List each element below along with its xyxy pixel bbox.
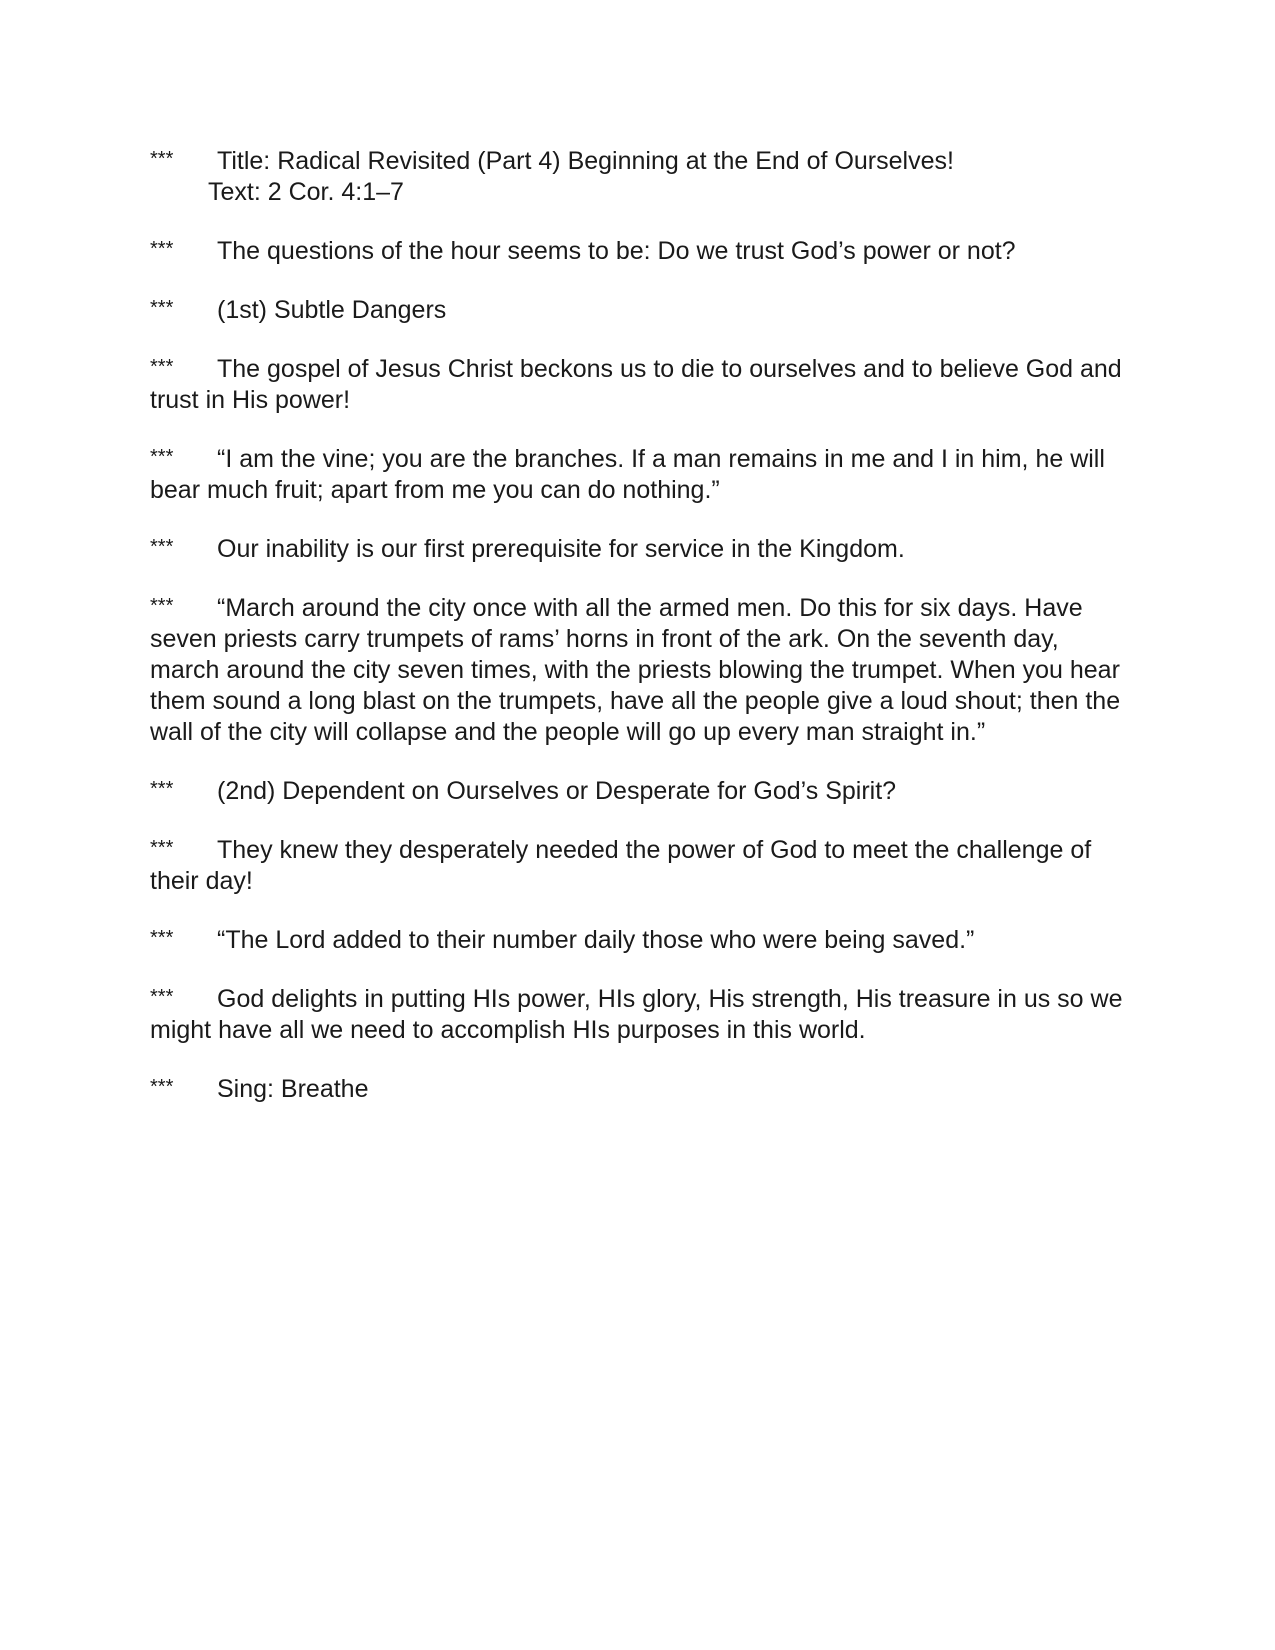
entry-3 [150, 354, 1135, 416]
entry-marker: *** [150, 446, 174, 468]
entry-marker: *** [150, 1076, 174, 1098]
title-entry [150, 146, 1135, 208]
entry-marker: *** [150, 927, 174, 949]
entry-marker: *** [150, 297, 174, 319]
entry-marker: *** [150, 986, 174, 1008]
entry-8 [150, 835, 1135, 897]
entry-text: “The Lord added to their number daily those who were being saved.” [217, 926, 975, 954]
entry-text: “March around the city once with all the armed men. Do this for six days. Have seven priests carry trumpets of rams’ horns in front of the ark. On the seventh day, march around the city seven times, with the priests blowing the trumpet. When you hear them sound a long blast on the trumpets, have all the people give a loud shout; then the wall of the city will collapse and the people will go up every man straight in.” [150, 594, 1121, 746]
entry-text: (2nd) Dependent on Ourselves or Desperate for God’s Spirit? [217, 777, 897, 805]
entry-2 [150, 295, 1135, 326]
entry-marker: *** [150, 148, 174, 170]
entry-marker: *** [150, 536, 174, 558]
entry-7 [150, 776, 1135, 807]
entry-text: The gospel of Jesus Christ beckons us to die to ourselves and to believe God and trust in His power! [150, 355, 1122, 414]
entry-text: Our inability is our first prerequisite for service in the Kingdom. [217, 535, 905, 563]
sermon-title: Title: Radical Revisited (Part 4) Beginning at the End of Ourselves! [217, 147, 954, 175]
entry-marker: *** [150, 778, 174, 800]
entry-marker: *** [150, 238, 174, 260]
document-page [150, 146, 1135, 1133]
entry-5 [150, 534, 1135, 565]
entry-text: God delights in putting HIs power, HIs glory, His strength, His treasure in us so we might have all we need to accomplish HIs purposes in this world. [150, 985, 1123, 1044]
entry-text: (1st) Subtle Dangers [217, 296, 447, 324]
entry-6 [150, 593, 1135, 748]
entry-marker: *** [150, 595, 174, 617]
entry-marker: *** [150, 356, 174, 378]
scripture-reference: Text: 2 Cor. 4:1–7 [208, 178, 404, 206]
entry-text: They knew they desperately needed the power of God to meet the challenge of their day! [150, 836, 1092, 895]
entry-text: Sing: Breathe [217, 1075, 369, 1103]
entry-9 [150, 925, 1135, 956]
entry-10 [150, 984, 1135, 1046]
entry-4 [150, 444, 1135, 506]
entry-text: The questions of the hour seems to be: Do we trust God’s power or not? [217, 237, 1016, 265]
entry-1 [150, 236, 1135, 267]
entry-text: “I am the vine; you are the branches. If a man remains in me and I in him, he will bear much fruit; apart from me you can do nothing.” [150, 445, 1105, 504]
entry-11 [150, 1074, 1135, 1105]
entry-marker: *** [150, 837, 174, 859]
